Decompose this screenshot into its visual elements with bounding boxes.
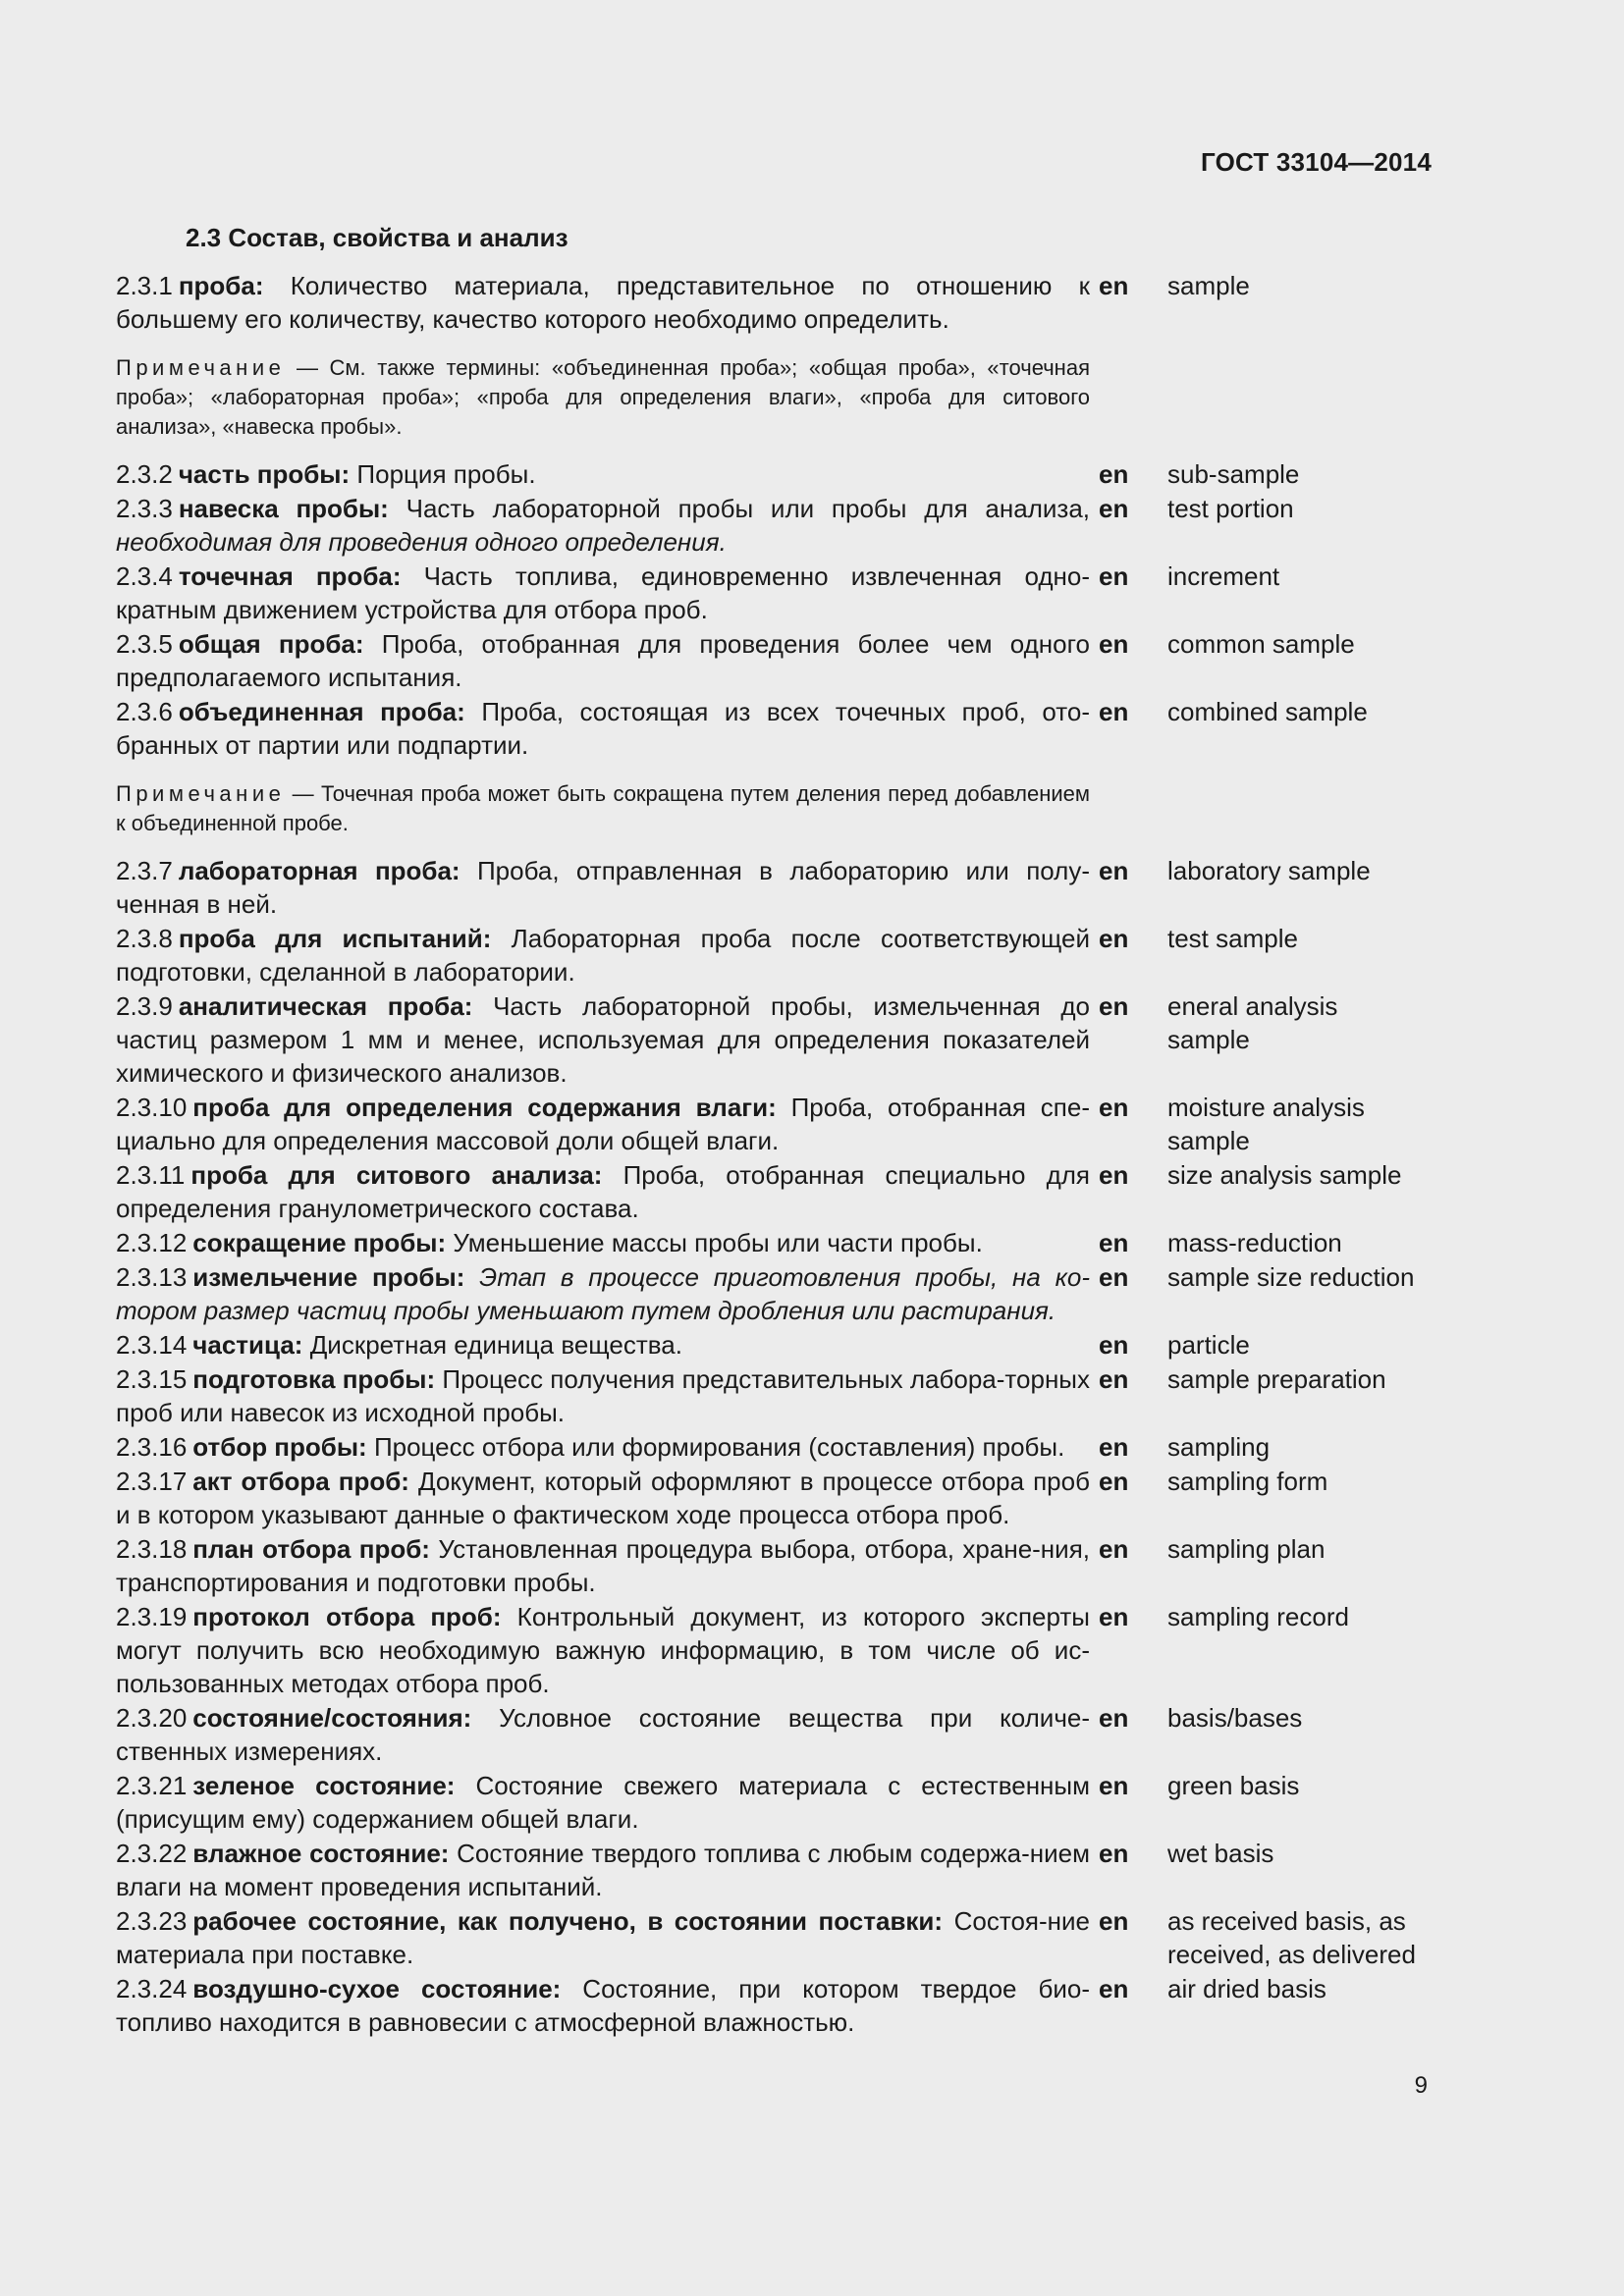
term-text: Состоя-ние материала при поставке. [116,1906,1090,1969]
english-equivalent: green basis [1167,1771,1300,1800]
term-name: план отбора проб: [192,1534,430,1564]
term-entry [116,1158,1432,1225]
term-text: Лабораторная проба после соответствующей подготовки, сделанной в лаборатории. [116,924,1091,987]
term-entry [116,1430,1432,1464]
language-code: en [1099,629,1129,659]
note [116,353,1432,442]
term-text: Часть топлива, единовременно извлеченная одно-кратным движением устройства для отбора проб. [116,561,1090,624]
english-equivalent: sampling record [1167,1602,1349,1631]
term-definition [116,1904,1090,1971]
term-number: 2.3.9 [116,991,173,1021]
language-code: en [1099,1093,1129,1122]
term-number: 2.3.7 [116,856,173,885]
language-code: en [1099,1160,1129,1190]
term-entry [116,1972,1432,2039]
term-name: подготовка пробы: [192,1364,436,1394]
language-code: en [1099,1771,1129,1800]
term-entry [116,1362,1432,1429]
term-name: лабораторная проба: [178,856,460,885]
term-definition [116,1837,1090,1903]
language-code: en [1099,1228,1129,1257]
term-number: 2.3.21 [116,1771,188,1800]
term-entry [116,1904,1432,1971]
term-entry [116,1532,1432,1599]
term-entry [116,457,1432,491]
term-text: Состояние, при котором твердое био-топливо находится в равновесии с атмосферной влажностью. [116,1974,1090,2037]
term-definition [116,1430,1090,1464]
term-name: зеленое состояние: [192,1771,456,1800]
language-code: en [1099,856,1129,885]
term-number: 2.3.3 [116,494,173,523]
term-text: Состояние свежего материала с естественным (присущим ему) содержанием общей влаги. [116,1771,1090,1834]
term-name: протокол отбора проб: [192,1602,502,1631]
language-code: en [1099,991,1129,1021]
english-equivalent: combined sample [1167,697,1368,726]
term-name: сокращение пробы: [192,1228,447,1257]
term-name: общая проба: [178,629,364,659]
english-equivalent: sampling [1167,1432,1271,1462]
term-definition [116,695,1090,762]
term-text: Количество материала, представительное по отношению к большему его количеству, качество которого необходимо определить. [116,271,1090,334]
note-text [116,779,1090,838]
note-label: Примечание [116,355,286,380]
term-name: измельчение пробы: [192,1262,465,1292]
english-equivalent: sampling plan [1167,1534,1326,1564]
term-number: 2.3.12 [116,1228,188,1257]
term-number: 2.3.18 [116,1534,188,1564]
page-number: 9 [1414,2072,1428,2099]
english-equivalent: laboratory sample [1167,856,1371,885]
term-name: навеска пробы: [178,494,389,523]
term-number: 2.3.5 [116,629,173,659]
term-entry [116,989,1432,1090]
term-entry [116,269,1432,336]
document-code: ГОСТ 33104—2014 [1201,147,1432,177]
term-number: 2.3.17 [116,1467,188,1496]
term-name: проба для ситового анализа: [190,1160,603,1190]
english-equivalent: increment [1167,561,1280,591]
term-text: Дискретная единица вещества. [309,1330,682,1360]
term-definition [116,1465,1090,1531]
term-definition [116,627,1090,694]
english-equivalent: basis/bases [1167,1703,1303,1733]
term-entry [116,627,1432,694]
language-code: en [1099,271,1129,300]
term-definition [116,1972,1090,2039]
term-number: 2.3.4 [116,561,173,591]
term-name: акт отбора проб: [192,1467,409,1496]
term-number: 2.3.16 [116,1432,188,1462]
language-code: en [1099,924,1129,953]
term-name: объединенная проба: [178,697,465,726]
term-name: частица: [192,1330,303,1360]
term-number: 2.3.14 [116,1330,188,1360]
term-number: 2.3.11 [116,1160,186,1190]
term-entry [116,854,1432,921]
term-text: Уменьшение массы пробы или части пробы. [453,1228,983,1257]
term-number: 2.3.13 [116,1262,188,1292]
english-equivalent: test sample [1167,924,1298,953]
term-name: влажное состояние: [192,1839,450,1868]
term-definition [116,1600,1090,1700]
term-number: 2.3.1 [116,271,173,300]
term-entry [116,1769,1432,1836]
term-text: Условное состояние вещества при количе-ственных измерениях. [116,1703,1090,1766]
english-equivalent: test portion [1167,494,1294,523]
english-equivalent: air dried basis [1167,1974,1326,2003]
term-name: воздушно-сухое состояние: [192,1974,562,2003]
term-number: 2.3.22 [116,1839,188,1868]
note-label: Примечание [116,781,286,806]
term-text-italic: необходимая для проведения одного определения. [116,527,727,557]
language-code: en [1099,1467,1129,1496]
term-definition [116,854,1090,921]
note-body: См. также термины: «объединенная проба»; «общая проба», «точечная проба»; «лабораторная проба»; «проба для определения влаги», «проба для ситового анализа», «навеска пробы». [116,355,1090,439]
term-text: Проба, отобранная специально для определения гранулометрического состава. [116,1160,1090,1223]
term-definition [116,269,1090,336]
note [116,779,1432,838]
term-entry [116,695,1432,762]
note-text [116,353,1090,442]
term-text-italic: Этап в процессе приготовления пробы, на ко-тором размер частиц пробы уменьшают путем дробления или растирания. [116,1262,1090,1325]
note-body: Точечная проба может быть сокращена путем деления перед добавлением к объединенной пробе. [116,781,1090,835]
term-entry [116,492,1432,559]
term-text: Проба, отобранная для проведения более чем одного предполагаемого испытания. [116,629,1090,692]
term-definition [116,1091,1090,1157]
terms-list [116,269,1432,2040]
term-definition [116,922,1090,988]
language-code: en [1099,1262,1129,1292]
term-number: 2.3.2 [116,459,173,489]
language-code: en [1099,1602,1129,1631]
english-equivalent: sample [1167,271,1250,300]
term-definition [116,1769,1090,1836]
term-number: 2.3.20 [116,1703,188,1733]
term-definition [116,1260,1090,1327]
language-code: en [1099,1839,1129,1868]
term-definition [116,492,1090,559]
language-code: en [1099,561,1129,591]
term-name: проба для испытаний: [178,924,492,953]
language-code: en [1099,1974,1129,2003]
term-name: аналитическая проба: [178,991,473,1021]
term-entry [116,1226,1432,1259]
language-code: en [1099,1364,1129,1394]
term-definition [116,1362,1090,1429]
term-name: отбор пробы: [192,1432,367,1462]
term-name: точечная проба: [178,561,402,591]
term-entry [116,1837,1432,1903]
english-equivalent: sampling form [1167,1467,1328,1496]
term-entry [116,1328,1432,1362]
term-definition [116,1158,1090,1225]
language-code: en [1099,1534,1129,1564]
term-text: Процесс получения представительных лабора-торных проб или навесок из исходной пробы. [116,1364,1090,1427]
term-name: проба для определения содержания влаги: [192,1093,777,1122]
term-definition [116,1701,1090,1768]
term-definition [116,1532,1090,1599]
term-entry [116,1091,1432,1157]
term-entry [116,922,1432,988]
english-equivalent: sample preparation [1167,1364,1386,1394]
term-number: 2.3.10 [116,1093,188,1122]
term-definition [116,1226,1090,1259]
term-entry [116,1465,1432,1531]
language-code: en [1099,1432,1129,1462]
english-equivalent: moisture analysis sample [1167,1093,1365,1155]
english-equivalent: mass-reduction [1167,1228,1342,1257]
term-definition [116,989,1090,1090]
term-text: Проба, состоящая из всех точечных проб, ото-бранных от партии или подпартии. [116,697,1090,760]
term-entry [116,1260,1432,1327]
term-text: Проба, отправленная в лабораторию или полу-ченная в ней. [116,856,1090,919]
term-definition [116,457,1090,491]
language-code: en [1099,1906,1129,1936]
term-text: Документ, который оформляют в процессе отбора проб и в котором указывают данные о фактическом ходе процесса отбора проб. [116,1467,1090,1529]
english-equivalent: sub-sample [1167,459,1300,489]
term-entry [116,1701,1432,1768]
term-name: проба: [178,271,264,300]
term-text: Часть лабораторной пробы или пробы для анализа, [406,494,1090,523]
language-code: en [1099,494,1129,523]
term-text: Состояние твердого топлива с любым содержа-нием влаги на момент проведения испытаний. [116,1839,1091,1901]
english-equivalent: eneral analysis sample [1167,991,1338,1054]
term-text: Контрольный документ, из которого эксперты могут получить всю необходимую важную информацию, в том числе об ис-пользованных методах отбора проб. [116,1602,1090,1698]
term-number: 2.3.8 [116,924,173,953]
section-title: 2.3 Состав, свойства и анализ [186,223,568,252]
language-code: en [1099,697,1129,726]
language-code: en [1099,459,1129,489]
term-text: Проба, отобранная спе-циально для определения массовой доли общей влаги. [116,1093,1090,1155]
term-name: состояние/состояния: [192,1703,472,1733]
term-text: Часть лабораторной пробы, измельченная до частиц размером 1 мм и менее, используемая для определения показателей химического и физического анализов. [116,991,1090,1088]
term-number: 2.3.24 [116,1974,188,2003]
english-equivalent: particle [1167,1330,1250,1360]
language-code: en [1099,1703,1129,1733]
term-definition [116,1328,1090,1362]
note-dash: — [292,781,314,806]
term-name: рабочее состояние, как получено, в состоянии поставки: [192,1906,944,1936]
term-number: 2.3.23 [116,1906,188,1936]
english-equivalent: common sample [1167,629,1355,659]
term-number: 2.3.15 [116,1364,188,1394]
note-dash: — [296,355,318,380]
term-name: часть пробы: [178,459,351,489]
language-code: en [1099,1330,1129,1360]
term-definition [116,560,1090,626]
english-equivalent: as received basis, as received, as delivered [1167,1906,1416,1969]
term-text: Порция пробы. [356,459,536,489]
term-number: 2.3.19 [116,1602,188,1631]
english-equivalent: size analysis sample [1167,1160,1402,1190]
english-equivalent: wet basis [1167,1839,1274,1868]
term-number: 2.3.6 [116,697,173,726]
term-text: Установленная процедура выбора, отбора, хране-ния, транспортирования и подготовки пробы. [116,1534,1090,1597]
term-entry [116,1600,1432,1700]
english-equivalent: sample size reduction [1167,1262,1415,1292]
term-entry [116,560,1432,626]
term-text: Процесс отбора или формирования (составления) пробы. [373,1432,1065,1462]
